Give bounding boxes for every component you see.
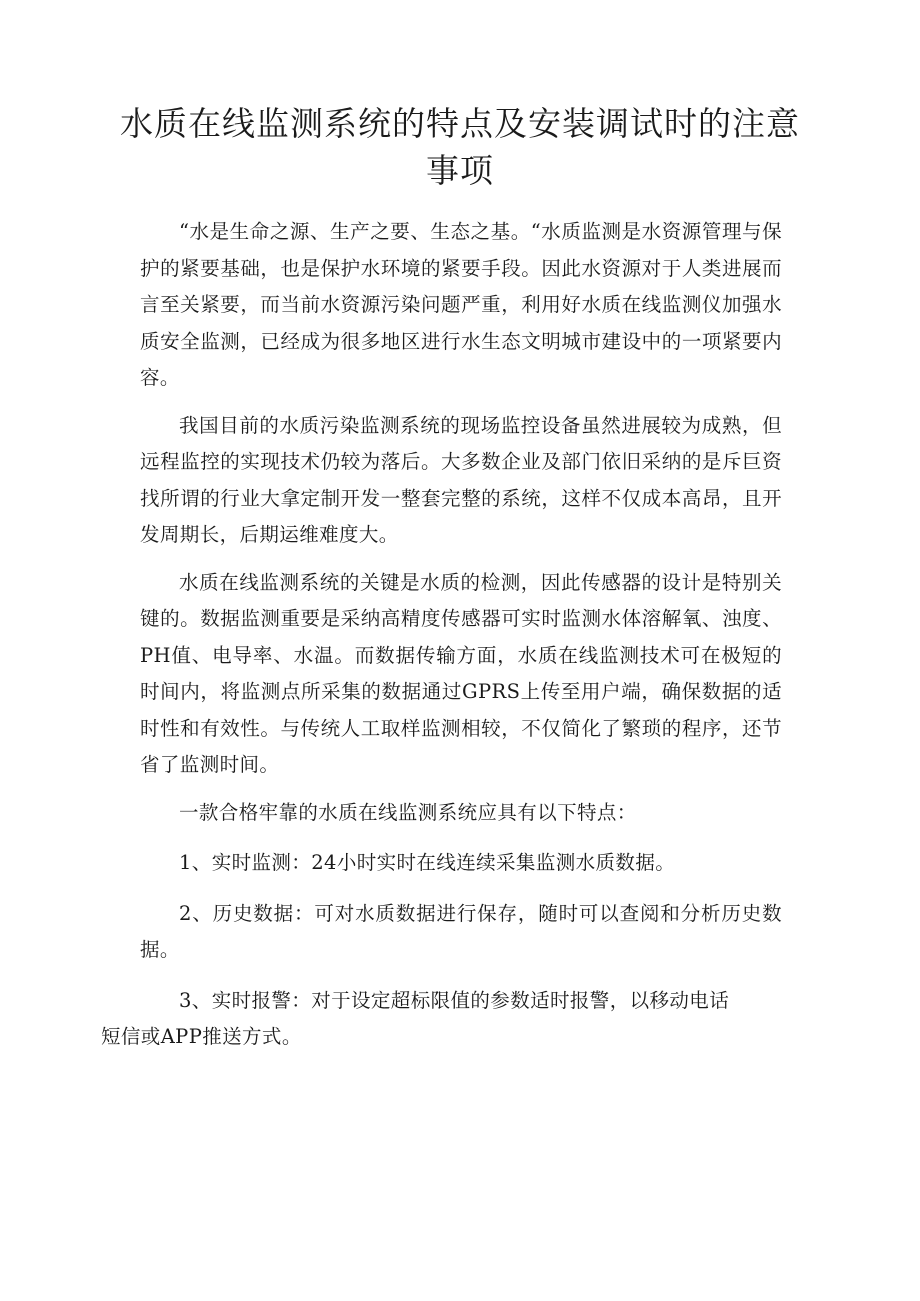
document-body	[101, 214, 782, 1056]
list-item-realtime-monitoring: 1、实时监测：24小时实时在线连续采集监测水质数据。	[179, 851, 676, 874]
document-title: 水质在线监测系统的特点及安装调试时的注意事项	[120, 104, 800, 190]
alarm-line-2: 短信或APP推送方式。	[101, 1025, 302, 1048]
list-item-history-data: 2、历史数据：可对水质数据进行保存，随时可以查阅和分析历史数据。	[140, 901, 782, 961]
paragraph-key-technology: 水质在线监测系统的关键是水质的检测，因此传感器的设计是特别关键的。数据监测重要是采纳高精度传感器可实时监测水体溶解氧、浊度、PH值、电导率、水温。而数据传输方面，水质在线监测技术可在极短的时间内，将监测点所采集的数据通过GPRS上传至用户端，确保数据的适时性和有效性。与传统人工取样监测相较，不仅简化了繁琐的程序，还节省了监测时间。	[140, 570, 782, 776]
alarm-line-1: 3、实时报警：对于设定超标限值的参数适时报警，以移动电话	[179, 988, 730, 1012]
list-item-realtime-alarm	[101, 983, 782, 1056]
paragraph-features-intro: 一款合格牢靠的水质在线监测系统应具有以下特点：	[179, 800, 637, 824]
paragraph-intro: “水是生命之源、生产之要、生态之基。“水质监测是水资源管理与保护的紧要基础，也是保护水环境的紧要手段。因此水资源对于人类进展而言至关紧要，而当前水资源污染问题严重，利用好水质在线监测仪加强水质安全监测，已经成为很多地区进行水生态文明城市建设中的一项紧要内容。	[140, 220, 782, 389]
paragraph-current-status: 我国目前的水质污染监测系统的现场监控设备虽然进展较为成熟，但远程监控的实现技术仍较为落后。大多数企业及部门依旧采纳的是斥巨资找所谓的行业大拿定制开发一整套完整的系统，这样不仅成本高昂，且开发周期长，后期运维难度大。	[140, 413, 782, 546]
